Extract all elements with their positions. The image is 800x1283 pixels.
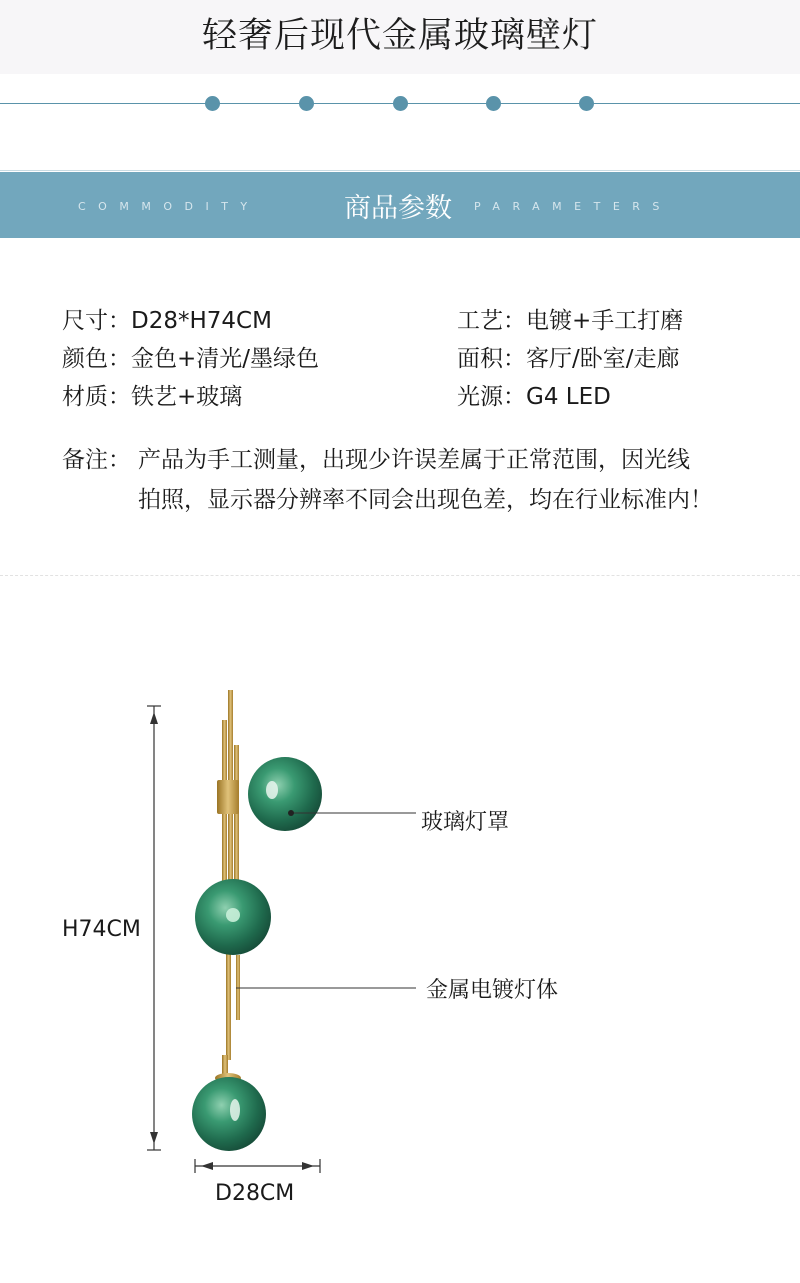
note-line: 拍照，显示器分辨率不同会出现色差，均在行业标准内！ (138, 487, 713, 513)
banner-english-left: COMMODITY (78, 200, 260, 213)
spec-area: 面积：客厅/卧室/走廊 (457, 346, 680, 372)
spec-color: 颜色：金色+清光/墨绿色 (62, 346, 320, 372)
spec-size: 尺寸：D28*H74CM (62, 308, 272, 334)
banner-title: 商品参数 (344, 193, 452, 224)
section-banner (0, 172, 800, 238)
glass-globe (195, 879, 271, 955)
decorative-dot (205, 96, 220, 111)
diameter-label: D28CM (215, 1181, 295, 1206)
decorative-dot (579, 96, 594, 111)
height-dimension (147, 706, 161, 1150)
callout-metal-body: 金属电镀灯体 (426, 978, 559, 1003)
diameter-dimension (195, 1159, 320, 1173)
banner-divider (0, 170, 800, 171)
spec-light: 光源：G4 LED (457, 384, 611, 410)
note-line: 产品为手工测量，出现少许误差属于正常范围，因光线 (138, 447, 690, 473)
section-divider (0, 575, 800, 576)
decorative-dot (486, 96, 501, 111)
spec-material: 材质：铁艺+玻璃 (62, 384, 243, 410)
spec-craft: 工艺：电镀+手工打磨 (457, 308, 684, 334)
lamp-product-image (0, 600, 800, 1220)
callout-glass-shade: 玻璃灯罩 (421, 810, 510, 835)
banner-english-right: PARAMETERS (474, 200, 672, 213)
glass-globe (248, 757, 322, 831)
decorative-dot (393, 96, 408, 111)
glass-globe (192, 1077, 266, 1151)
note-label: 备注： (62, 447, 131, 473)
decorative-dot (299, 96, 314, 111)
page-title: 轻奢后现代金属玻璃壁灯 (201, 16, 598, 56)
height-label: H74CM (62, 917, 141, 942)
